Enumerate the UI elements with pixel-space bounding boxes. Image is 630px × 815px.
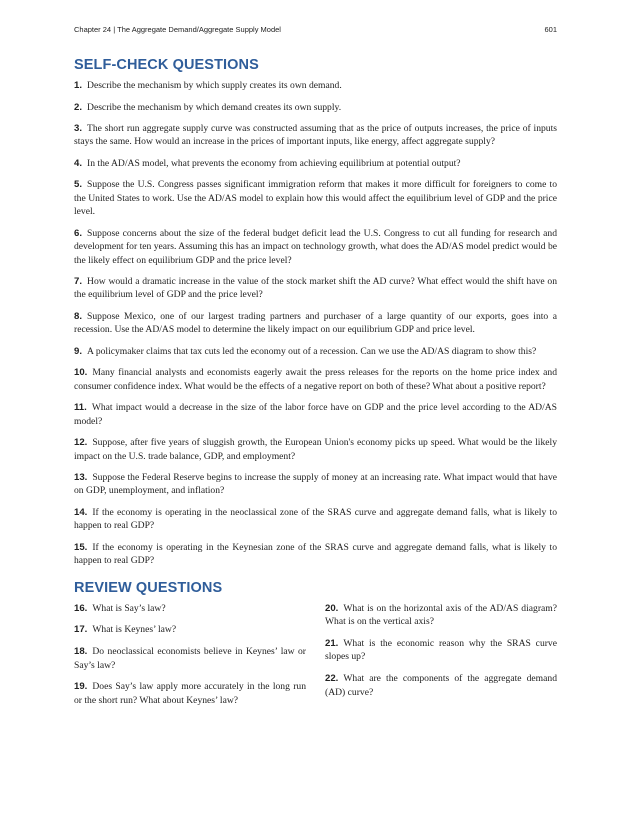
question-text: How would a dramatic increase in the value of the stock market shift the AD curve? What effect would the shift have on the equilibrium level of GDP and the price level? <box>74 276 557 301</box>
question-text: Suppose, after five years of sluggish growth, the European Union's economy picks up speed. What would be the likely impact on the U.S. trade balance, GDP, and employment? <box>74 437 557 462</box>
question-number: 16. <box>74 602 88 614</box>
question-number: 4. <box>74 157 83 169</box>
question-item <box>74 366 557 393</box>
question-number: 17. <box>74 624 88 636</box>
self-check-heading: SELF-CHECK QUESTIONS <box>74 57 259 73</box>
question-text: Do neoclassical economists believe in Keynes’ law or Say’s law? <box>74 646 306 671</box>
question-item <box>74 178 557 218</box>
review-column-right <box>325 602 557 716</box>
question-item <box>74 275 557 302</box>
header-chapter: Chapter 24 <box>74 25 112 34</box>
question-item <box>74 623 306 636</box>
question-text: What is on the horizontal axis of the AD/AS diagram? What is on the vertical axis? <box>325 602 557 628</box>
question-text: If the economy is operating in the Keynesian zone of the SRAS curve and aggregate demand falls, what is likely to happen to real GDP? <box>74 541 557 567</box>
question-item <box>325 637 557 664</box>
question-text: Describe the mechanism by which supply creates its own demand. <box>87 80 342 91</box>
question-text: If the economy is operating in the neoclassical zone of the SRAS curve and aggregate demand falls, what is likely to happen to real GDP? <box>74 506 557 532</box>
running-header <box>74 25 557 34</box>
question-item <box>74 471 557 498</box>
page-number: 601 <box>544 25 557 34</box>
question-item <box>74 602 306 615</box>
question-number: 22. <box>325 673 339 685</box>
question-number: 3. <box>74 123 83 134</box>
question-text: Many financial analysts and economists eagerly await the press releases for the reports on the home price index and consumer confidence index. What would be the effects of a negative report on both of these? What about a positive report? <box>74 367 557 392</box>
question-item <box>74 345 557 358</box>
header-left <box>74 25 281 34</box>
question-item <box>74 227 557 267</box>
question-number: 6. <box>74 227 83 239</box>
question-number: 12. <box>74 437 88 449</box>
question-number: 18. <box>74 646 88 658</box>
question-text: Describe the mechanism by which demand creates its own supply. <box>87 101 342 113</box>
question-item <box>74 79 557 92</box>
header-separator: | <box>113 25 116 34</box>
question-text: What is the economic reason why the SRAS curve slopes up? <box>325 637 557 663</box>
question-number: 13. <box>74 472 88 484</box>
question-text: Suppose Mexico, one of our largest trading partners and purchaser of a large quantity of our exports, goes into a recession. Use the AD/AS model to determine the likely impact on our equilibrium GDP and price level. <box>74 310 557 336</box>
question-number: 11. <box>74 402 87 414</box>
question-text: What are the components of the aggregate demand (AD) curve? <box>325 673 557 698</box>
question-item <box>74 122 557 149</box>
question-item <box>74 541 557 568</box>
question-text: Suppose concerns about the size of the federal budget deficit lead the U.S. Congress to cut all funding for research and development for ten years. Assuming this has an impact on technology growth, what does the AD/AS model predict would be the likely effect on equilibrium GDP and the price level? <box>74 227 557 266</box>
review-columns <box>74 602 557 716</box>
question-item <box>74 101 557 114</box>
question-number: 2. <box>74 101 83 113</box>
page-content <box>74 57 557 716</box>
question-number: 20. <box>325 602 339 614</box>
question-text: Does Say’s law apply more accurately in the long run or the short run? What about Keynes’ law? <box>74 681 306 706</box>
question-number: 14. <box>74 506 88 518</box>
question-item <box>74 506 557 533</box>
question-item <box>74 680 306 707</box>
question-item <box>74 436 557 463</box>
question-number: 7. <box>74 276 83 288</box>
question-number: 5. <box>74 179 83 191</box>
question-item <box>74 401 557 428</box>
question-text: Suppose the Federal Reserve begins to increase the supply of money at an increasing rate. What impact would that have on GDP, unemployment, and inflation? <box>74 472 557 497</box>
question-number: 19. <box>74 681 88 693</box>
review-heading: REVIEW QUESTIONS <box>74 579 223 596</box>
question-number: 8. <box>74 310 83 322</box>
question-number: 15. <box>74 541 88 553</box>
header-chapter-title: The Aggregate Demand/Aggregate Supply Model <box>117 25 281 34</box>
question-text: In the AD/AS model, what prevents the economy from achieving equilibrium at potential output? <box>87 157 461 169</box>
question-item <box>74 645 306 672</box>
question-number: 1. <box>74 80 83 91</box>
question-text: Suppose the U.S. Congress passes significant immigration reform that makes it more difficult for foreigners to come to the United States to work. Use the AD/AS model to explain how this would affect the equilibrium level of GDP and the price level. <box>74 179 557 218</box>
question-number: 21. <box>325 637 339 649</box>
question-text: What impact would a decrease in the size of the labor force have on GDP and the price level according to the AD/AS model? <box>74 402 557 427</box>
question-number: 9. <box>74 345 83 357</box>
question-text: What is Keynes’ law? <box>92 624 177 636</box>
question-text: A policymaker claims that tax cuts led the economy out of a recession. Can we use the AD/AS diagram to show this? <box>87 345 537 357</box>
question-number: 10. <box>74 367 88 379</box>
question-text: The short run aggregate supply curve was constructed assuming that as the price of outputs increases, the price of inputs stays the same. How would an increase in the prices of important inputs, like energy, affect aggregate supply? <box>74 123 557 148</box>
review-column-left <box>74 602 306 716</box>
question-text: What is Say’s law? <box>92 602 166 614</box>
question-item <box>74 157 557 170</box>
question-item <box>74 310 557 337</box>
question-item <box>325 602 557 629</box>
question-item <box>325 672 557 699</box>
